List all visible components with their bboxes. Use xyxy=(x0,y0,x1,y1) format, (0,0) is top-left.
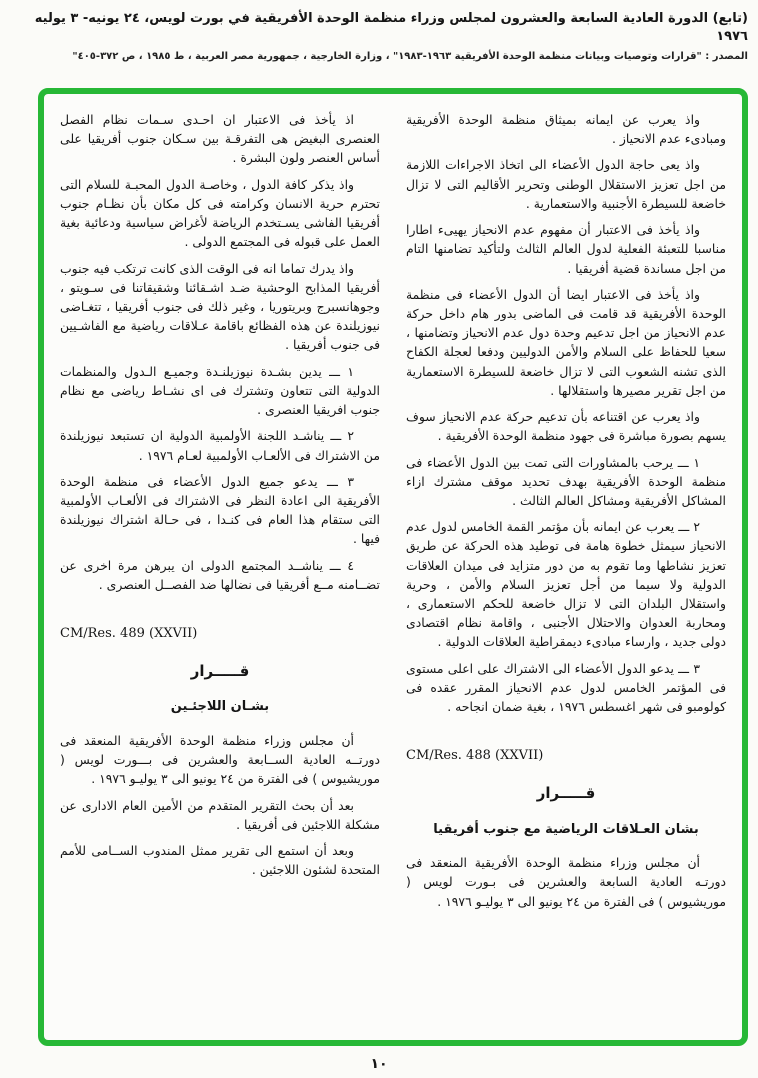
document-header xyxy=(0,0,758,62)
paragraph: واذ يعرب عن ايمانه بميثاق منظمة الوحدة الأفريقية ومبادىء عدم الانحياز . xyxy=(406,112,726,147)
page-footer xyxy=(0,1056,758,1072)
header-source-line: المصدر : "قرارات وتوصيات وبيانات منظمة الوحدة الأفريقية ١٩٦٣-١٩٨٣" ، وزارة الخارجية ، جمهورية مصر العربية ، ط ١٩٨٥ ، ص ٣٧٢-٤٠٥" xyxy=(72,51,748,63)
clause-paragraph: ٢ ـــ يعرب عن ايمانه بأن مؤتمر القمة الخامس لدول عدم الانحياز سيمثل خطوة هامة فى توطيد هذه الحركة عن طريق تعزيز نشاطها وما تقوم به من دور متزايد فى ميدان العلاقات الدولية ولا سيما من أجل تعزيز السلام والأمن ، وحرية واستقلال البلدان التى لا تزال خاضعة للحكم الاستعمارى ، ومحاربة العدوان والاحتلال الأجنبى ، واقامة نظام اقتصادى دولى جديد ، وارساء مبادىء ديمقراطية العلاقات الدولية . xyxy=(406,519,726,650)
paragraph: اذ يأخذ فى الاعتبار ان احـدى سـمات نظام الفصل العنصرى البغيض هى التفرقـة بين سـكان جنوب أفريقيا على أساس العنصر ولون البشرة . xyxy=(60,112,380,166)
two-column-layout xyxy=(60,110,726,1030)
resolution-number: CM/Res. 488 (XXVII) xyxy=(406,748,544,764)
paragraph: واذ يذكر كافة الدول ، وخاصـة الدول المحبـة للسلام التى تحترم حرية الانسان وكرامته فى كل مكان بأن نظـام جنوب أفريقيا الفاشى يسـتخدم الرياضة لأغراض سياسية ودعائية بغية العمل على قبوله فى المجتمع الدولى . xyxy=(60,176,380,250)
resolution-number: CM/Res. 489 (XXVII) xyxy=(60,626,198,642)
resolution-subject: بشان العـلاقات الرياضية مع جنوب أفريقيا xyxy=(433,821,699,837)
clause-paragraph: ١ ـــ يرحب بالمشاورات التى تمت بين الدول الأعضاء فى منظمة الوحدة الأفريقية بهدف تحديد موقف مشترك ازاء المشاكل الأفريقية ومشاكل العالم الثالث . xyxy=(406,454,726,508)
resolution-heading: قـــــرار xyxy=(190,662,250,681)
paragraph: واذ يعى حاجة الدول الأعضاء الى اتخاذ الاجراءات اللازمة من اجل تعزيز الاستقلال الوطنى وتحرير الأقاليم التى لا تزال خاضعة للسيطرة الأجنبية والاستعمارية . xyxy=(406,157,726,211)
paragraph: بعد أن بحث التقرير المتقدم من الأمين العام الادارى عن مشكلة اللاجئين فى أفريقيا . xyxy=(60,797,380,832)
paragraph: أن مجلس وزراء منظمة الوحدة الأفريقية المنعقد فى دورتــه العادية الســابعة والعشرين فى بـــورت لويس ( موريشيوس ) فى الفترة من ٢٤ يونيو الى ٣ يوليـو ١٩٧٦ . xyxy=(60,732,380,787)
resolution-heading: قـــــرار xyxy=(536,784,596,803)
paragraph: واذ يدرك تماما انه فى الوقت الذى كانت ترتكب فيه جنوب أفريقيا المذابح الوحشية ضـد اشـقائنا وشقيقاتنا فى سـويتو ، وجوهانسبرج وبريتوريا ، وغير ذلك فى جنوب أفريقيا ، تتغـاضى نيوزيلندة عن هذه الفظائع باقامة عـلاقات رياضية مع الفاشـيين فى جنوب أفريقيا . xyxy=(60,260,380,353)
content-frame xyxy=(38,88,748,1046)
resolution-subject: بشـان اللاجئـين xyxy=(170,699,270,715)
header-session-title: (تابع) الدورة العادية السابعة والعشرون لمجلس وزراء منظمة الوحدة الأفريقية في بورت لويس، ٢٤ يونيه- ٣ يوليه ١٩٧٦ xyxy=(34,11,748,45)
page-number: ١٠ xyxy=(370,1056,388,1072)
clause-paragraph: ٣ ـــ يدعو الدول الأعضاء الى الاشتراك على اعلى مستوى فى المؤتمر الخامس لدول عدم الانحياز المقرر عقده فى كولومبو فى شهر اغسطس ١٩٧٦ ، بغية ضمان انجاحه . xyxy=(406,660,726,715)
paragraph: واذ يأخذ فى الاعتبار ايضا أن الدول الأعضاء فى منظمة الوحدة الأفريقية قد قامت فى الماضى بدور هام داخل حركة عدم الانحياز من اجل تدعيم وحدة دول عدم الانحياز وتضامنها ، سعيا للحفاظ على السلام والأمن الدوليين ودفعا لعجلة الكفاح الذى تشنه الشعوب التى لا تزال خاضعة للسيطرة الاستعمارية من اجل تقرير مصيرها واستقلالها . xyxy=(406,286,726,398)
clause-paragraph: ٤ ـــ يناشــد المجتمع الدولى ان يبرهن مرة اخرى عن تضــامنه مــع أفريقيا فى نضالها ضد الفصــل العنصرى . xyxy=(60,557,380,592)
paragraph: أن مجلس وزراء منظمة الوحدة الأفريقية المنعقد فى دورتـه العادية السابعة والعشرين فى بـورت لويس ( موريشيوس ) فى الفترة من ٢٤ يونيو الى ٣ يوليـو ١٩٧٦ . xyxy=(406,855,726,909)
left-column xyxy=(60,110,380,1030)
paragraph: وبعد أن استمع الى تقرير ممثل المندوب الســامى للأمم المتحدة لشئون اللاجئين . xyxy=(60,843,380,878)
paragraph: واذ يعرب عن اقتناعه بأن تدعيم حركة عدم الانحياز سوف يسهم بصورة مباشرة فى جهود منظمة الوحدة الأفريقية . xyxy=(406,409,726,444)
clause-paragraph: ١ ـــ يدين بشـدة نيوزيلنـدة وجميـع الـدول والمنظمات الدولية التى تتعاون وتشترك فى اى نشـاط رياضى مع نظام جنوب افريقيا العنصرى . xyxy=(60,363,380,418)
right-column xyxy=(406,110,726,1030)
clause-paragraph: ٣ ـــ يدعو جميع الدول الأعضاء فى منظمة الوحدة الأفريقية الى اعادة النظر فى الاشتراك فى الألعـاب الأولمبية التى ستقام هذا العام فى كنـدا ، فى حـالة اشتراك نيوزيلندة فيها . xyxy=(60,473,380,547)
clause-paragraph: ٢ ـــ يناشـد اللجنة الأولمبية الدولية ان تستبعد نيوزيلندة من الاشتراك فى الألعـاب الأولمبية لعـام ١٩٧٦ . xyxy=(60,428,380,463)
paragraph: واذ يأخذ فى الاعتبار أن مفهوم عدم الانحياز يهيىء اطارا مناسبا للتعبئة الفعلية لدول العالم الثالث ولتأكيد تضامنها التام من اجل مساندة قضية أفريقيا . xyxy=(406,222,726,276)
